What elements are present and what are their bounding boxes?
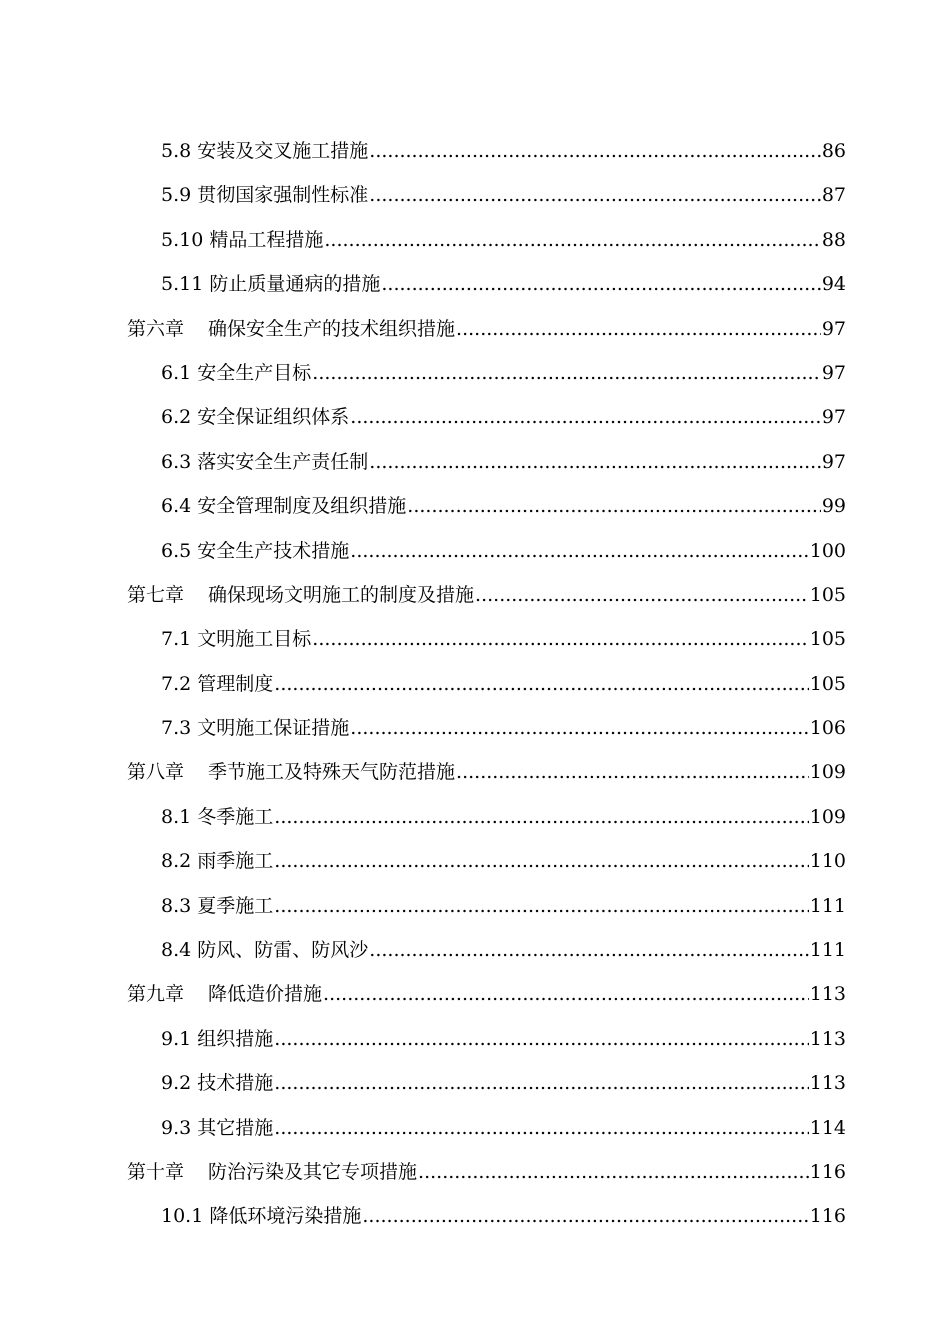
toc-entry-title: 安全生产技术措施 <box>197 539 350 562</box>
toc-entry-label <box>161 617 311 661</box>
toc-entry-label <box>127 972 322 1016</box>
toc-dot-leader <box>350 529 808 573</box>
toc-entry-number: 8.1 <box>161 805 192 828</box>
toc-entry-number: 6.5 <box>161 539 192 562</box>
toc-entry-page: 110 <box>809 850 846 873</box>
toc-entry-number: 6.2 <box>161 406 192 429</box>
toc-entry-label <box>161 484 406 528</box>
toc-dot-leader <box>274 839 808 883</box>
toc-dot-leader <box>312 617 808 661</box>
toc-entry-title: 文明施工保证措施 <box>197 717 350 740</box>
toc-entry-number: 5.10 <box>161 228 204 251</box>
toc-entry-page: 94 <box>821 273 846 296</box>
toc-entry-number: 10.1 <box>161 1205 204 1228</box>
toc-entry[interactable] <box>127 529 846 573</box>
toc-entry[interactable] <box>127 928 846 972</box>
toc-entry[interactable] <box>127 1017 846 1061</box>
toc-entry-label <box>127 307 455 351</box>
toc-dot-leader <box>274 1106 808 1150</box>
toc-entry-number: 6.1 <box>161 361 192 384</box>
toc-entry-title: 防止质量通病的措施 <box>209 273 381 296</box>
toc-entry-title: 其它措施 <box>197 1116 274 1139</box>
toc-entry-page: 114 <box>809 1116 846 1139</box>
toc-entry-number: 9.2 <box>161 1072 192 1095</box>
toc-chapter-number: 第六章 <box>127 317 185 340</box>
toc-entry-page: 105 <box>809 628 846 651</box>
toc-entry-title: 夏季施工 <box>197 894 274 917</box>
toc-entry-label <box>161 529 349 573</box>
toc-entry-label <box>161 1061 273 1105</box>
table-of-contents <box>127 129 846 1239</box>
toc-entry-number: 7.1 <box>161 628 192 651</box>
toc-dot-leader <box>369 440 821 484</box>
toc-dot-leader <box>418 1150 809 1194</box>
toc-entry-title: 雨季施工 <box>197 850 274 873</box>
toc-dot-leader <box>362 1194 808 1238</box>
toc-dot-leader <box>274 662 808 706</box>
toc-entry-title: 降低造价措施 <box>208 983 323 1006</box>
toc-entry[interactable] <box>127 1194 846 1238</box>
toc-entry[interactable] <box>127 1061 846 1105</box>
toc-entry-label <box>161 262 380 306</box>
toc-entry-number: 5.8 <box>161 140 192 162</box>
toc-entry-label <box>161 662 273 706</box>
toc-dot-leader <box>274 1061 808 1105</box>
toc-entry-number: 8.3 <box>161 894 192 917</box>
toc-entry-label <box>161 884 273 928</box>
toc-entry-number: 7.3 <box>161 717 192 740</box>
toc-entry[interactable] <box>127 351 846 395</box>
toc-entry-label <box>161 928 368 972</box>
toc-entry-page: 100 <box>809 539 846 562</box>
toc-entry-label <box>161 839 273 883</box>
toc-entry-title: 防风、防雷、防风沙 <box>197 939 369 962</box>
toc-dot-leader <box>456 750 809 794</box>
toc-entry-page: 113 <box>809 1072 846 1095</box>
toc-chapter-number: 第九章 <box>127 983 185 1006</box>
toc-entry-title: 技术措施 <box>197 1072 274 1095</box>
toc-entry-label <box>127 750 455 794</box>
toc-entry-label <box>161 218 323 262</box>
toc-entry-label <box>161 440 368 484</box>
toc-entry-page: 88 <box>821 228 846 251</box>
toc-entry-page: 113 <box>809 983 846 1006</box>
toc-entry[interactable] <box>127 839 846 883</box>
toc-dot-leader <box>381 262 820 306</box>
toc-chapter-entry[interactable] <box>127 1150 846 1194</box>
toc-entry-title: 安全管理制度及组织措施 <box>197 495 407 518</box>
toc-chapter-entry[interactable] <box>127 972 846 1016</box>
toc-entry-page: 97 <box>821 361 846 384</box>
toc-entry-title: 冬季施工 <box>197 805 274 828</box>
toc-entry-page: 97 <box>821 406 846 429</box>
toc-entry-title: 确保现场文明施工的制度及措施 <box>208 583 475 606</box>
toc-entry-page: 113 <box>809 1027 846 1050</box>
toc-dot-leader <box>350 706 808 750</box>
toc-entry[interactable] <box>127 662 846 706</box>
toc-entry-title: 安装及交叉施工措施 <box>197 140 369 162</box>
toc-entry[interactable] <box>127 484 846 528</box>
toc-dot-leader <box>369 129 821 173</box>
toc-entry-title: 文明施工目标 <box>197 628 312 651</box>
toc-dot-leader <box>312 351 821 395</box>
toc-chapter-number: 第八章 <box>127 761 185 784</box>
toc-dot-leader <box>369 928 808 972</box>
toc-dot-leader <box>274 795 808 839</box>
toc-entry-number: 7.2 <box>161 672 192 695</box>
toc-chapter-number: 第七章 <box>127 583 185 606</box>
toc-entry-number: 9.1 <box>161 1027 192 1050</box>
toc-chapter-entry[interactable] <box>127 573 846 617</box>
toc-entry-title: 安全保证组织体系 <box>197 406 350 429</box>
toc-entry-label <box>161 795 273 839</box>
toc-entry-page: 106 <box>809 717 846 740</box>
toc-entry-title: 季节施工及特殊天气防范措施 <box>208 761 456 784</box>
toc-entry-number: 9.3 <box>161 1116 192 1139</box>
toc-entry-title: 安全生产目标 <box>197 361 312 384</box>
toc-entry-label <box>127 573 474 617</box>
toc-entry-number: 6.3 <box>161 450 192 473</box>
toc-entry-number: 8.4 <box>161 939 192 962</box>
toc-entry-page: 111 <box>809 894 846 917</box>
toc-chapter-number: 第十章 <box>127 1160 185 1183</box>
toc-dot-leader <box>350 395 821 439</box>
toc-entry-label <box>161 1194 361 1238</box>
toc-dot-leader <box>274 1017 808 1061</box>
toc-entry[interactable] <box>127 262 846 306</box>
toc-dot-leader <box>456 307 821 351</box>
toc-entry-label <box>161 351 311 395</box>
toc-entry-number: 8.2 <box>161 850 192 873</box>
toc-entry-title: 防治污染及其它专项措施 <box>208 1160 418 1183</box>
toc-entry-label <box>161 706 349 750</box>
toc-entry-label <box>161 1017 273 1061</box>
toc-dot-leader <box>475 573 809 617</box>
toc-entry-page: 111 <box>809 939 846 962</box>
toc-chapter-entry[interactable] <box>127 750 846 794</box>
toc-entry-number: 6.4 <box>161 495 192 518</box>
toc-dot-leader <box>323 972 809 1016</box>
toc-entry[interactable] <box>127 129 846 173</box>
toc-entry-page: 86 <box>821 140 846 162</box>
toc-entry-page: 105 <box>809 583 846 606</box>
toc-entry[interactable] <box>127 173 846 217</box>
toc-entry-page: 116 <box>809 1205 846 1228</box>
toc-entry[interactable] <box>127 395 846 439</box>
toc-entry-number: 5.9 <box>161 184 192 207</box>
toc-entry[interactable] <box>127 884 846 928</box>
toc-dot-leader <box>274 884 808 928</box>
toc-dot-leader <box>324 218 820 262</box>
toc-entry-page: 116 <box>809 1160 846 1183</box>
toc-entry-page: 87 <box>821 184 846 207</box>
toc-entry-page: 99 <box>821 495 846 518</box>
toc-entry-page: 97 <box>821 450 846 473</box>
toc-entry[interactable] <box>127 218 846 262</box>
toc-entry[interactable] <box>127 706 846 750</box>
toc-dot-leader <box>369 173 821 217</box>
toc-entry-title: 落实安全生产责任制 <box>197 450 369 473</box>
toc-entry-title: 贯彻国家强制性标准 <box>197 184 369 207</box>
toc-entry[interactable] <box>127 795 846 839</box>
toc-entry[interactable] <box>127 617 846 661</box>
toc-entry-label <box>161 129 368 173</box>
toc-entry-title: 降低环境污染措施 <box>209 1205 362 1228</box>
toc-entry-page: 97 <box>821 317 846 340</box>
toc-entry-title: 确保安全生产的技术组织措施 <box>208 317 456 340</box>
toc-entry-title: 管理制度 <box>197 672 274 695</box>
toc-chapter-entry[interactable] <box>127 307 846 351</box>
toc-entry-label <box>161 395 349 439</box>
toc-entry-title: 组织措施 <box>197 1027 274 1050</box>
toc-dot-leader <box>407 484 821 528</box>
toc-entry-number: 5.11 <box>161 273 204 296</box>
toc-entry-page: 109 <box>809 805 846 828</box>
toc-entry[interactable] <box>127 440 846 484</box>
toc-entry-label <box>161 1106 273 1150</box>
toc-entry-page: 109 <box>809 761 846 784</box>
toc-entry-label <box>127 1150 417 1194</box>
toc-entry[interactable] <box>127 1106 846 1150</box>
toc-entry-page: 105 <box>809 672 846 695</box>
toc-entry-label <box>161 173 368 217</box>
toc-entry-title: 精品工程措施 <box>209 228 324 251</box>
